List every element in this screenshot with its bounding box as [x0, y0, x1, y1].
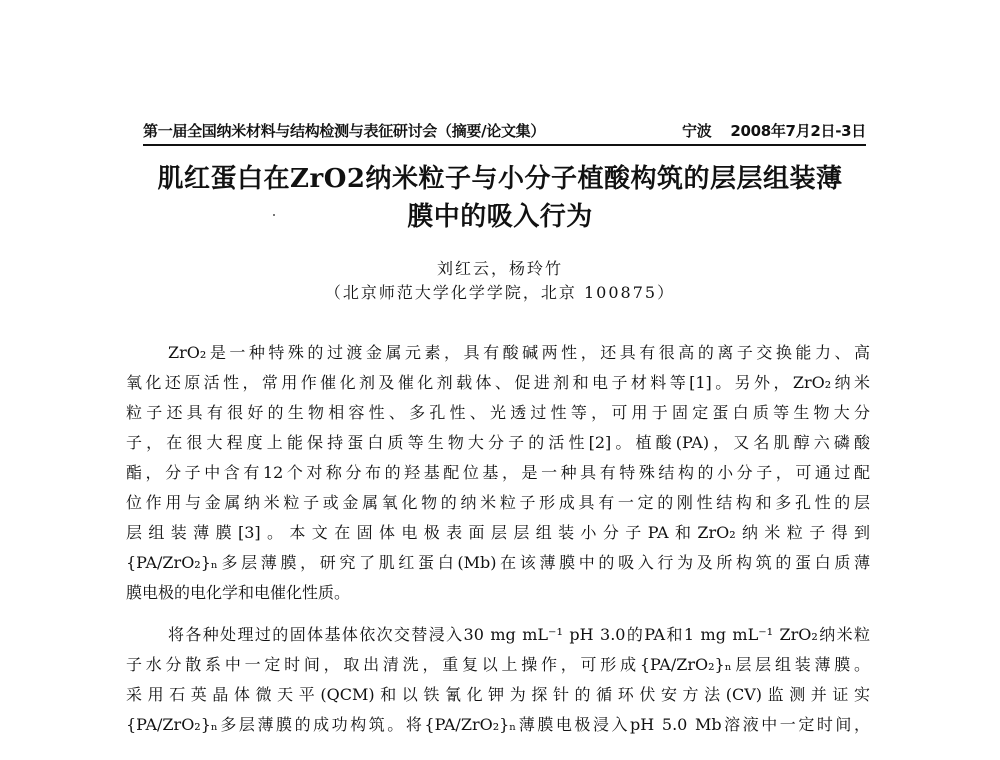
- scan-speck: [273, 214, 275, 216]
- running-header: [143, 120, 866, 146]
- body-line: 位作用与金属纳米粒子或金属氧化物的纳米粒子形成具有一定的刚性结构和多孔性的层: [126, 493, 870, 512]
- conference-date: 2008年7月2日-3日: [730, 122, 866, 140]
- paper-title-line-1: 肌红蛋白在ZrO2纳米粒子与小分子植酸构筑的层层组装薄: [157, 164, 843, 194]
- paper-authors: 刘红云，杨玲竹: [436, 259, 563, 278]
- body-line: 氧化还原活性，常用作催化剂及催化剂载体、促进剂和电子材料等[1]。另外，ZrO₂纳米: [126, 373, 870, 392]
- body-line: {PA/ZrO₂}ₙ多层薄膜，研究了肌红蛋白(Mb)在该薄膜中的吸入行为及所构筑的蛋白质薄: [126, 553, 870, 572]
- body-line: {PA/ZrO₂}ₙ多层薄膜的成功构筑。将{PA/ZrO₂}ₙ薄膜电极浸入pH 5.0 Mb溶液中一定时间，: [126, 715, 870, 734]
- body-line: 子水分散系中一定时间，取出清洗，重复以上操作，可形成{PA/ZrO₂}ₙ层层组装薄膜。: [126, 655, 870, 674]
- body-line: 子，在很大程度上能保持蛋白质等生物大分子的活性[2]。植酸(PA)，又名肌醇六磷酸: [126, 433, 870, 452]
- body-line: 酯，分子中含有12个对称分布的羟基配位基，是一种具有特殊结构的小分子，可通过配: [126, 463, 870, 482]
- paper-affiliation: （北京师范大学化学学院，北京 100875）: [324, 283, 676, 302]
- paper-title-line-2: 膜中的吸入行为: [407, 202, 593, 232]
- conference-place-date: [682, 120, 866, 142]
- body-line: 将各种处理过的固体基体依次交替浸入30 mg mL⁻¹ pH 3.0的PA和1 mg mL⁻¹ ZrO₂纳米粒: [168, 625, 870, 644]
- body-line: 膜电极的电化学和电催化性质。: [126, 583, 351, 602]
- conference-city: 宁波: [681, 122, 712, 140]
- body-line: 粒子还具有很好的生物相容性、多孔性、光透过性等，可用于固定蛋白质等生物大分: [126, 403, 870, 422]
- body-line: 采用石英晶体微天平(QCM)和以铁氰化钾为探针的循环伏安方法(CV)监测并证实: [126, 685, 870, 704]
- body-line: ZrO₂是一种特殊的过渡金属元素，具有酸碱两性，还具有很高的离子交换能力、高: [168, 343, 870, 362]
- conference-name: 第一届全国纳米材料与结构检测与表征研讨会（摘要/论文集）: [143, 122, 546, 140]
- body-line: 层组装薄膜[3]。本文在固体电极表面层层组装小分子PA和ZrO₂纳米粒子得到: [126, 523, 870, 542]
